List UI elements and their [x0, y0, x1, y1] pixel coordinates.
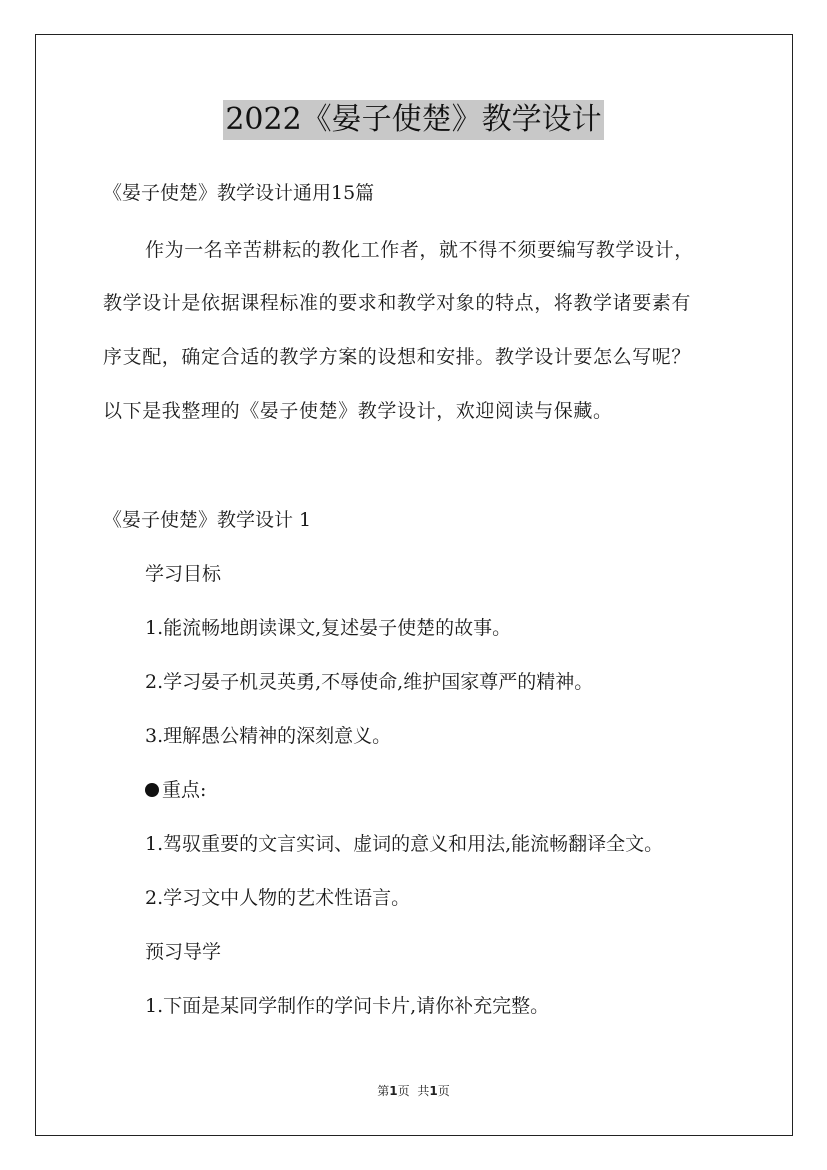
preview-item-1: 1.下面是某同学制作的学问卡片,请你补充完整。 — [145, 995, 550, 1017]
preview-label: 预习导学 — [145, 941, 222, 963]
title-container — [0, 100, 827, 140]
footer-page-prefix: 第 — [377, 1084, 390, 1098]
section-heading: 《晏子使楚》教学设计 1 — [103, 509, 312, 531]
intro-line-1: 作为一名辛苦耕耘的教化工作者，就不得不须要编写教学设计， — [145, 239, 694, 261]
goal-item-1: 1.能流畅地朗读课文,复述晏子使楚的故事。 — [145, 617, 512, 639]
bullet-dot-icon — [145, 783, 159, 797]
footer-page-suffix: 页 — [397, 1084, 410, 1098]
goals-label: 学习目标 — [145, 563, 222, 585]
footer-total-prefix: 共 — [417, 1084, 430, 1098]
key-point-item-1: 1.驾驭重要的文言实词、虚词的意义和用法,能流畅翻译全文。 — [145, 833, 664, 855]
intro-line-2: 教学设计是依据课程标准的要求和教学对象的特点，将教学诸要素有 — [103, 292, 692, 314]
footer-total-pages: 1 — [429, 1084, 438, 1098]
intro-line-3: 序支配，确定合适的教学方案的设想和安排。教学设计要怎么写呢？ — [103, 346, 692, 368]
goal-item-3: 3.理解愚公精神的深刻意义。 — [145, 725, 392, 747]
document-subtitle: 《晏子使楚》教学设计通用15篇 — [103, 182, 375, 204]
key-points-row — [145, 778, 206, 802]
document-title: 2022《晏子使楚》教学设计 — [223, 100, 603, 140]
key-points-label: 重点: — [162, 779, 207, 801]
footer-total-suffix: 页 — [437, 1084, 450, 1098]
page-footer — [0, 1083, 827, 1099]
goal-item-2: 2.学习晏子机灵英勇,不辱使命,维护国家尊严的精神。 — [145, 671, 594, 693]
footer-page-number: 1 — [389, 1084, 398, 1098]
key-point-item-2: 2.学习文中人物的艺术性语言。 — [145, 887, 411, 909]
intro-line-4: 以下是我整理的《晏子使楚》教学设计，欢迎阅读与保藏。 — [103, 400, 613, 422]
